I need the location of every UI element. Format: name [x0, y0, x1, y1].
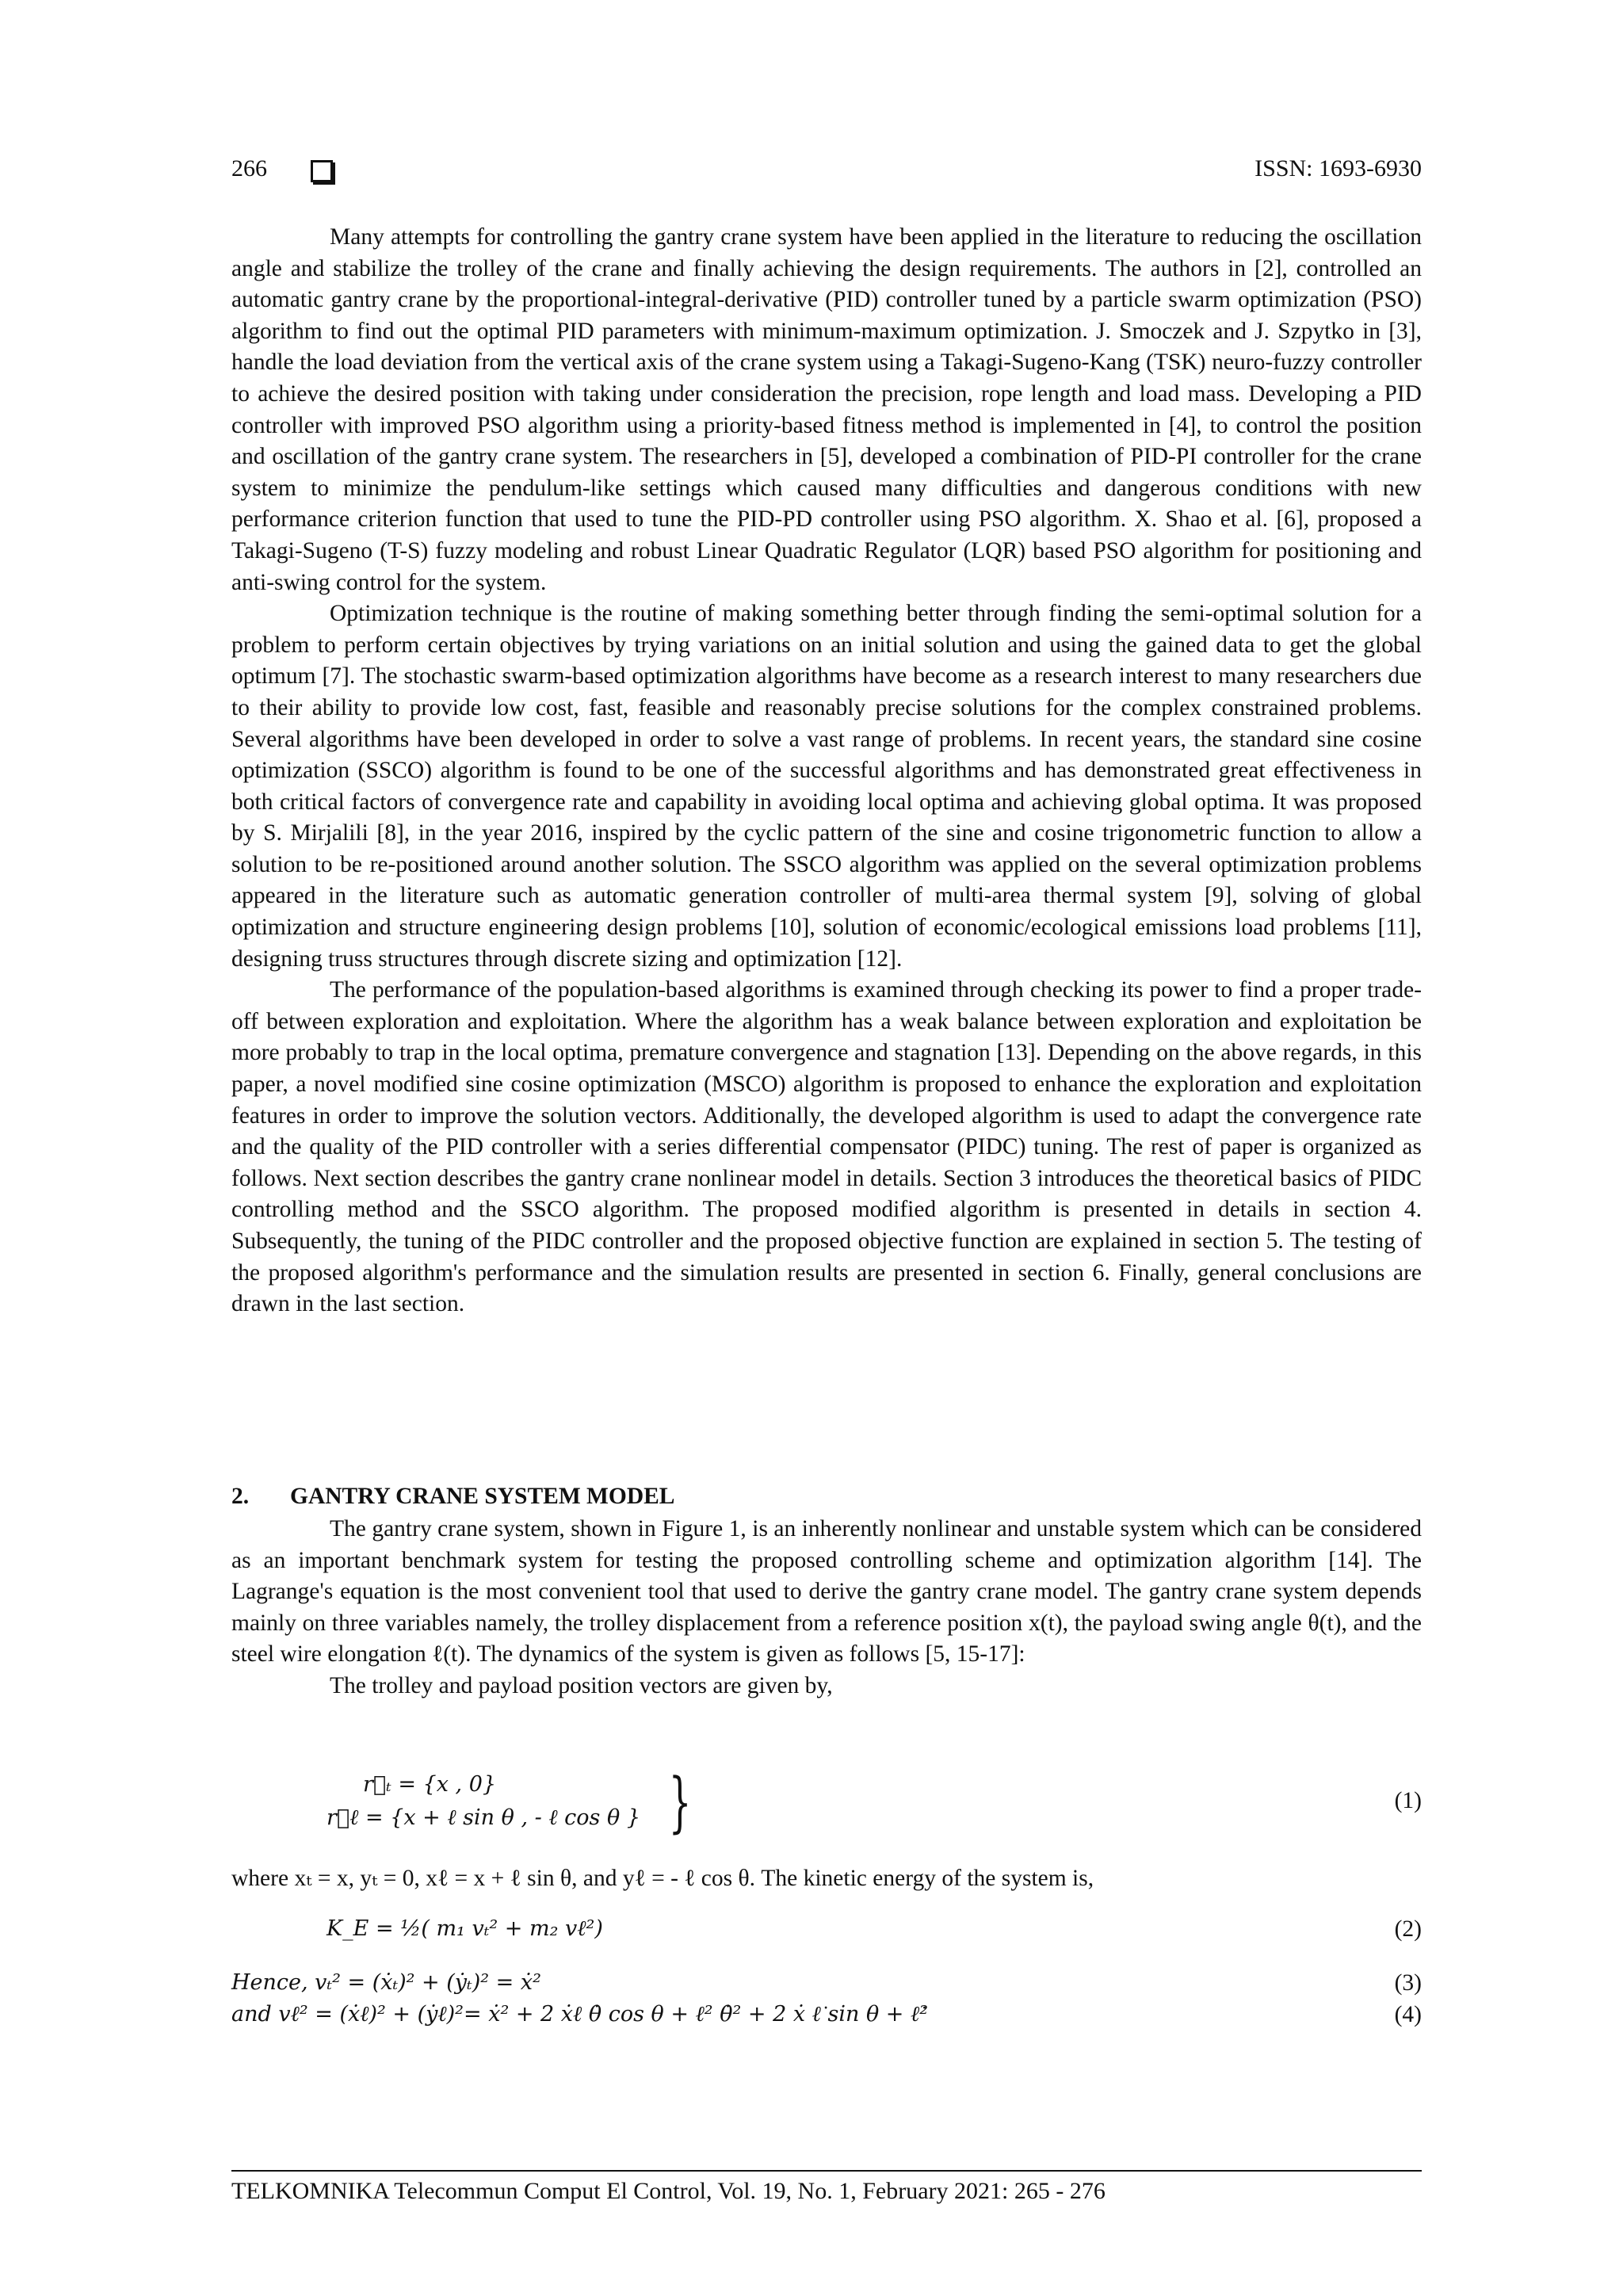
- paragraph-1: Many attempts for controlling the gantry crane system have been applied in the literature to reducing the oscillation angle and stabilize the trolley of the crane and finally achieving the design requirements. The authors in [2], controlled an automatic gantry crane by the proportional-integral-derivative (PID) controller tuned by a particle swarm optimization (PSO) algorithm to find out the optimal PID parameters with minimum-maximum optimization. J. Smoczek and J. Szpytko in [3], handle the load deviation from the vertical axis of the crane system using a Takagi-Sugeno-Kang (TSK) neuro-fuzzy controller to achieve the desired position with taking under consideration the precision, rope length and load mass. Developing a PID controller with improved PSO algorithm using a priority-based fitness method is implemented in [4], to control the position and oscillation of the gantry crane system. The researchers in [5], developed a combination of PID-PI controller for the crane system to minimize the pendulum-like settings which caused many difficulties and dangerous conditions with new performance criterion function that used to tune the PID-PD controller using PSO algorithm. X. Shao et al. [6], proposed a Takagi-Sugeno (T-S) fuzzy modeling and robust Linear Quadratic Regulator (LQR) based PSO algorithm for positioning and anti-swing control for the system.: [231, 224, 1422, 595]
- footer-citation: TELKOMNIKA Telecommun Comput El Control, Vol. 19, No. 1, February 2021: 265 - 276: [231, 2178, 1106, 2204]
- equation-3-label: (3): [1394, 1970, 1422, 1996]
- equation-2-label: (2): [1394, 1916, 1422, 1942]
- where-line: [231, 1864, 1422, 1896]
- issn-label: ISSN: 1693-6930: [1254, 155, 1422, 181]
- equation-1-label: (1): [1394, 1788, 1422, 1813]
- equation-4-label: (4): [1394, 2002, 1422, 2027]
- right-brace-icon: }: [668, 1765, 692, 1840]
- paragraph-2: Optimization technique is the routine of making something better through finding the semi-optimal solution for a problem to perform certain objectives by trying variations on an initial solution and using the gained data to get the global optimum [7]. The stochastic swarm-based optimization algorithms have become as a research interest to many researchers due to their ability to provide low cost, fast, feasible and reasonably precise solutions for the complex constrained problems. Several algorithms have been developed in order to solve a vast range of problems. In recent years, the standard sine cosine optimization (SSCO) algorithm is found to be one of the successful algorithms and has demonstrated great effectiveness in both critical factors of convergence rate and capability in avoiding local optima and achieving global optima. It was proposed by S. Mirjalili [8], in the year 2016, inspired by the cyclic pattern of the sine and cosine trigonometric function to allow a solution to be re-positioned around another solution. The SSCO algorithm was applied on the several optimization problems appeared in the literature such as automatic generation controller of multi-area thermal system [9], solving of global optimization and structure engineering design problems [10], solution of economic/ecological emissions load problems [11], designing truss structures through discrete sizing and optimization [12].: [231, 601, 1422, 972]
- equation-3: [231, 1970, 1422, 2002]
- paragraph-3: The performance of the population-based algorithms is examined through checking its power to find a proper trade-off between exploration and exploitation. Where the algorithm has a weak balance between exploration and exploitation be more probably to trap in the local optima, premature convergence and stagnation [13]. Depending on the above regards, in this paper, a novel modified sine cosine optimization (MSCO) algorithm is proposed to enhance the exploration and exploitation features in order to improve the solution vectors. Additionally, the developed algorithm is used to adapt the convergence rate and the quality of the PID controller with a series differential compensator (PIDC) tuning. The rest of paper is organized as follows. Next section describes the gantry crane nonlinear model in details. Section 3 introduces the theoretical basics of PIDC controlling method and the SSCO algorithm. The proposed modified algorithm is presented in details in section 4. Subsequently, the tuning of the PIDC controller and the proposed objective function are explained in section 5. The testing of the proposed algorithm's performance and the simulation results are presented in section 6. Finally, general conclusions are drawn in the last section.: [231, 977, 1422, 1317]
- equation-4-body: and vℓ² = (ẋℓ)² + (ẏℓ)²= ẋ² + 2 ẋℓ θ̇ cos θ + ℓ² θ̇² + 2 ẋ ℓ̇ sin θ + ℓ̇²: [231, 2002, 929, 2027]
- section-body: [231, 1514, 1422, 1702]
- where-text: where xₜ = x, yₜ = 0, xℓ = x + ℓ sin θ, and yℓ = - ℓ cos θ. The kinetic energy of the system is,: [231, 1866, 1094, 1891]
- equation-3-body: Hence, vₜ² = (ẋₜ)² + (ẏₜ)² = ẋ²: [231, 1970, 541, 1995]
- section-paragraph-2: The trolley and payload position vectors are given by,: [330, 1672, 833, 1698]
- page-header: [231, 155, 1422, 193]
- equation-4: [231, 2002, 1422, 2034]
- section-paragraph-1: The gantry crane system, shown in Figure 1, is an inherently nonlinear and unstable system which can be considered as an important benchmark system for testing the proposed controlling scheme and optimization algorithm [14]. The Lagrange's equation is the most convenient tool that used to derive the gantry crane model. The gantry crane system depends mainly on three variables namely, the trolley displacement from a reference position x(t), the payload swing angle θ(t), and the steel wire elongation ℓ(t). The dynamics of the system is given as follows [5, 15-17]:: [231, 1516, 1422, 1668]
- section-heading: [231, 1484, 674, 1510]
- equation-1: [231, 1765, 1422, 1840]
- page-number: 266: [231, 155, 267, 181]
- intro-body: [231, 222, 1422, 1320]
- section-title: GANTRY CRANE SYSTEM MODEL: [290, 1484, 675, 1509]
- equation-1-line-2: r⃗ℓ = {x + ℓ sin θ , - ℓ cos θ }: [327, 1805, 640, 1830]
- section-number: 2.: [231, 1484, 250, 1509]
- equation-2-body: K_E = ½( m₁ vₜ² + m₂ vℓ²): [327, 1916, 603, 1941]
- footer-rule: [231, 2170, 1422, 2172]
- equation-2: [231, 1916, 1422, 1951]
- checkbox-square-icon: [311, 160, 333, 182]
- equation-1-line-1: r⃗ₜ = {x , 0}: [363, 1772, 497, 1797]
